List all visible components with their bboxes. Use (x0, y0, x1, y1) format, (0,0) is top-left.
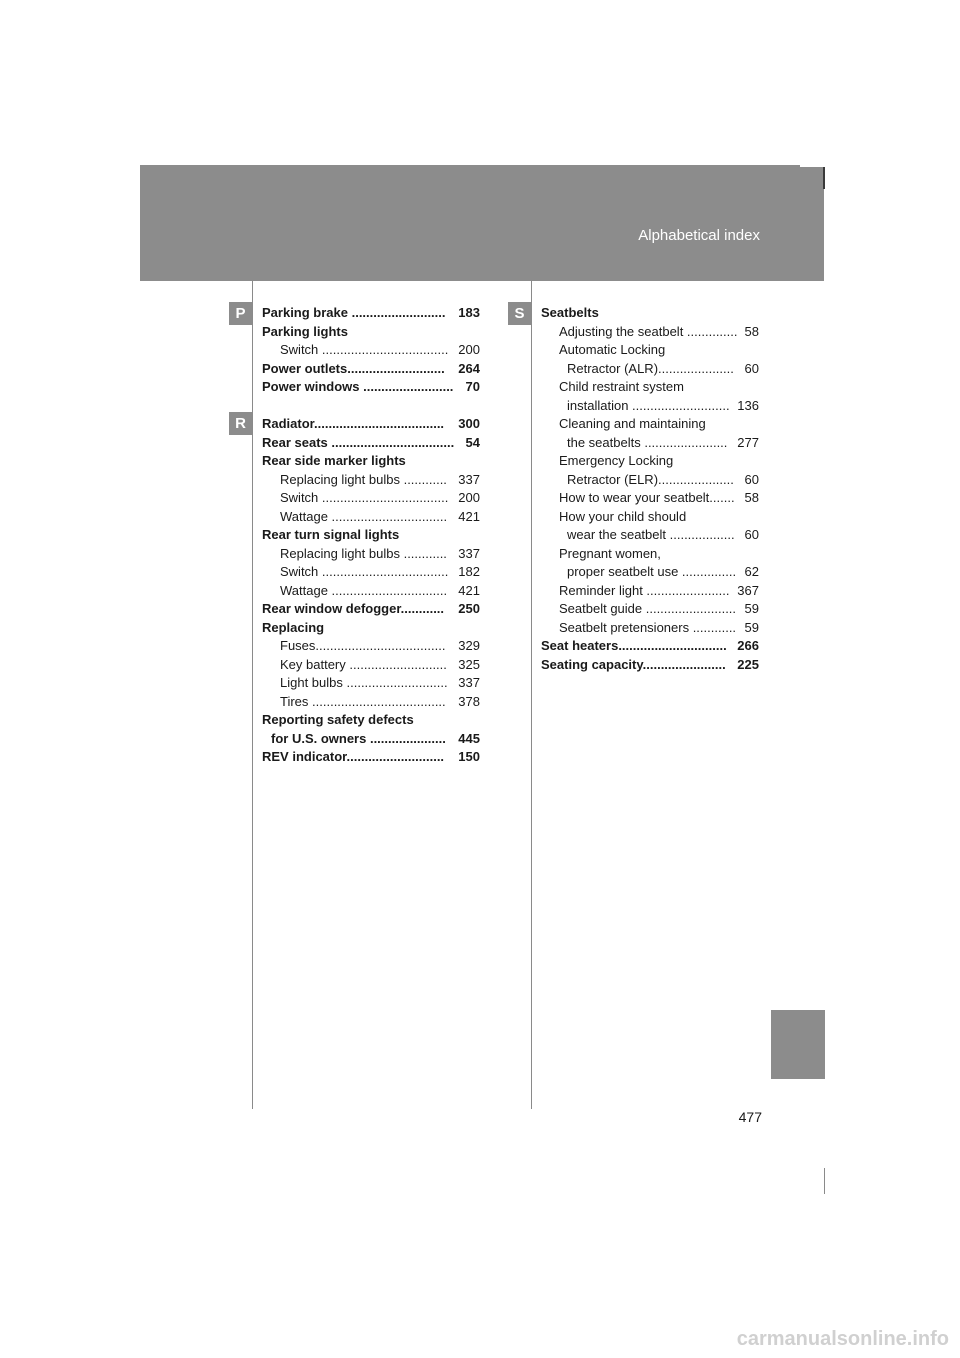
entry-text: Replacing light bulbs ............ (280, 545, 447, 561)
index-entry (262, 360, 480, 379)
entry-page: 150 (458, 749, 480, 764)
index-thumb-tab (771, 1010, 825, 1079)
index-entry (262, 748, 480, 767)
index-subentry (541, 508, 759, 527)
entry-page: 200 (458, 490, 480, 505)
entry-text: Key battery ........................... (280, 656, 447, 672)
page-header (140, 165, 824, 281)
entry-text: Pregnant women, (559, 545, 661, 561)
entry-page: 337 (458, 675, 480, 690)
entry-page: 58 (744, 490, 759, 505)
index-entry (262, 711, 480, 730)
bottom-crop-mark (824, 1168, 825, 1194)
entry-page: 200 (458, 342, 480, 357)
index-subentry (541, 471, 759, 490)
entry-page: 225 (737, 656, 759, 672)
entry-page: 62 (744, 564, 759, 579)
entry-page: 277 (737, 434, 759, 450)
index-subentry (541, 323, 759, 342)
entry-text: Switch ................................... (280, 342, 449, 357)
entry-text: Parking lights (262, 323, 348, 339)
index-subentry (262, 489, 480, 508)
section-letter-s: S (508, 302, 531, 325)
entry-text: Emergency Locking (559, 453, 674, 468)
index-subentry (541, 489, 759, 508)
entry-text: Seatbelts (541, 305, 599, 320)
entry-text: Power windows ......................... (262, 379, 454, 394)
index-entry (262, 600, 480, 619)
index-entry (541, 637, 759, 656)
entry-text: proper seatbelt use ............... (567, 564, 737, 579)
entry-page: 136 (737, 397, 759, 413)
entry-page: 59 (744, 619, 759, 635)
entry-page: 300 (458, 416, 480, 431)
index-entry (262, 378, 480, 397)
index-subentry (262, 674, 480, 693)
index-entry (262, 304, 480, 323)
section-letter-p: P (229, 302, 252, 325)
left-divider (252, 281, 253, 1109)
corner-mark-gap (800, 165, 825, 167)
index-subentry (262, 545, 480, 564)
entry-page: 445 (458, 730, 480, 746)
entry-text: Rear window defogger............ (262, 601, 445, 616)
entry-text: Seat heaters.............................. (541, 638, 727, 653)
index-subentry (541, 434, 759, 453)
entry-text: Power outlets........................... (262, 360, 445, 376)
entry-text: Automatic Locking (559, 342, 666, 357)
entry-text: Tires ..................................... (280, 693, 446, 709)
index-subentry (541, 378, 759, 397)
index-subentry (262, 563, 480, 582)
entry-page: 337 (458, 545, 480, 561)
index-subentry (541, 600, 759, 619)
entry-page: 250 (458, 601, 480, 616)
entry-text: Adjusting the seatbelt .............. (559, 323, 738, 339)
entry-page: 337 (458, 471, 480, 487)
index-entry (262, 619, 480, 638)
index-entry (262, 434, 480, 453)
entry-page: 54 (465, 434, 480, 450)
index-entry (262, 730, 480, 749)
index-subentry (541, 545, 759, 564)
index-entry (262, 323, 480, 342)
entry-page: 421 (458, 508, 480, 524)
entry-page: 367 (737, 582, 759, 598)
watermark: carmanualsonline.info (736, 1328, 949, 1350)
index-column-left (262, 304, 480, 767)
entry-page: 60 (744, 360, 759, 376)
entry-page: 59 (744, 601, 759, 616)
entry-text: Replacing (262, 619, 325, 635)
entry-text: Retractor (ELR)..................... (567, 471, 734, 487)
index-subentry (541, 452, 759, 471)
index-subentry (541, 526, 759, 545)
entry-text: Parking brake .......................... (262, 305, 446, 320)
corner-mark (823, 165, 825, 189)
index-subentry (262, 508, 480, 527)
index-subentry (541, 360, 759, 379)
index-subentry (541, 415, 759, 434)
entry-text: Switch ................................... (280, 490, 449, 505)
entry-page: 70 (465, 379, 480, 394)
entry-text: Replacing light bulbs ............ (280, 471, 447, 487)
index-subentry (541, 619, 759, 638)
entry-text: Reporting safety defects (262, 712, 414, 727)
index-subentry (262, 693, 480, 712)
entry-text: Rear turn signal lights (262, 527, 400, 542)
entry-text: REV indicator........................... (262, 749, 445, 764)
entry-text: Fuses.................................... (280, 638, 446, 653)
index-subentry (541, 397, 759, 416)
entry-text: Reminder light ....................... (559, 582, 730, 598)
entry-page: 421 (458, 582, 480, 598)
entry-text: Rear side marker lights (262, 453, 406, 468)
entry-text: Light bulbs ............................ (280, 675, 448, 690)
entry-text: Child restraint system (559, 379, 684, 394)
entry-text: for U.S. owners ..................... (271, 730, 446, 746)
index-entry (541, 656, 759, 675)
entry-page: 266 (737, 638, 759, 653)
index-subentry (541, 582, 759, 601)
header-title: Alphabetical index (638, 227, 760, 244)
middle-divider (531, 281, 532, 1109)
entry-text: Wattage ................................ (280, 582, 448, 598)
index-subentry (262, 341, 480, 360)
entry-text: Seatbelt pretensioners ............ (559, 619, 737, 635)
entry-text: How your child should (559, 508, 687, 524)
index-subentry (262, 582, 480, 601)
index-subentry (262, 637, 480, 656)
entry-text: Rear seats .................................. (262, 434, 455, 450)
section-letter-r: R (229, 412, 252, 435)
entry-page: 183 (458, 305, 480, 320)
entry-page: 60 (744, 471, 759, 487)
entry-text: How to wear your seatbelt....... (559, 490, 735, 505)
entry-text: Cleaning and maintaining (559, 416, 706, 431)
entry-page: 182 (458, 564, 480, 579)
entry-text: the seatbelts ....................... (567, 434, 728, 450)
entry-page: 378 (458, 693, 480, 709)
entry-text: Seating capacity....................... (541, 656, 726, 672)
index-subentry (541, 563, 759, 582)
entry-text: Radiator.................................... (262, 416, 445, 431)
entry-text: Retractor (ALR)..................... (567, 360, 734, 376)
index-entry (262, 526, 480, 545)
entry-text: installation ........................... (567, 397, 730, 413)
entry-page: 264 (458, 360, 480, 376)
entry-page: 329 (458, 638, 480, 653)
entry-text: wear the seatbelt .................. (567, 527, 735, 542)
index-entry (262, 452, 480, 471)
page-number: 477 (738, 1109, 762, 1125)
index-subentry (262, 471, 480, 490)
index-column-right (541, 304, 759, 674)
entry-page: 60 (744, 527, 759, 542)
entry-text: Switch ................................... (280, 564, 449, 579)
entry-page: 58 (744, 323, 759, 339)
index-entry (541, 304, 759, 323)
index-subentry (262, 656, 480, 675)
entry-text: Seatbelt guide ......................... (559, 601, 737, 616)
section-gap (262, 397, 480, 416)
entry-page: 325 (458, 656, 480, 672)
index-subentry (541, 341, 759, 360)
entry-text: Wattage ................................ (280, 508, 448, 524)
index-entry (262, 415, 480, 434)
